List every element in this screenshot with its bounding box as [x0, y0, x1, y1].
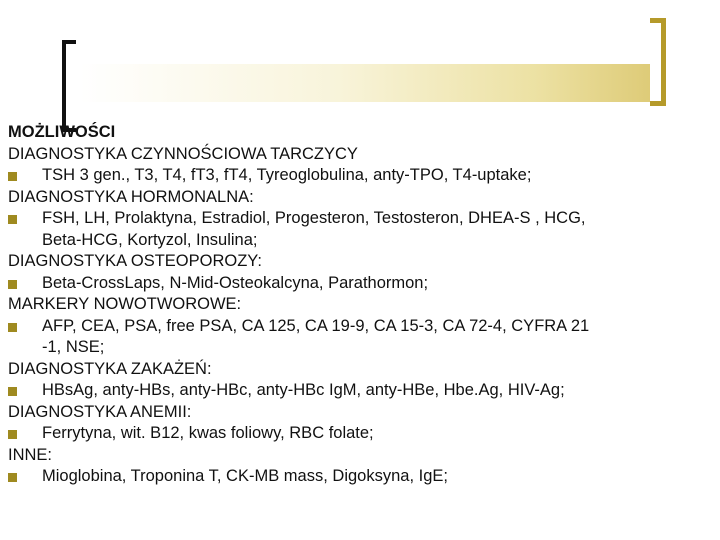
list-item	[8, 316, 716, 338]
list-item-text: Beta-CrossLaps, N-Mid-Osteokalcyna, Parathormon;	[42, 273, 429, 292]
list-item-text: TSH 3 gen., T3, T4, fT3, fT4, Tyreoglobulina, anty-TPO, T4-uptake;	[42, 166, 532, 184]
list-item-text: FSH, LH, Prolaktyna, Estradiol, Progesteron, Testosteron, DHEA-S , HCG,	[42, 209, 586, 227]
right-bracket-decoration	[650, 18, 666, 106]
list-item-continuation: Beta-HCG, Kortyzol, Insulina;	[42, 230, 258, 249]
list-item	[8, 273, 716, 295]
decorative-gradient-bar	[80, 64, 650, 102]
section-heading: DIAGNOSTYKA ANEMII:	[8, 402, 192, 421]
slide-content	[8, 122, 716, 488]
list-item-text: HBsAg, anty-HBs, anty-HBc, anty-HBc IgM, anty-HBe, Hbe.Ag, HIV-Ag;	[42, 381, 565, 399]
list-item	[8, 466, 716, 488]
square-bullet-icon	[8, 387, 17, 396]
section-heading: DIAGNOSTYKA ZAKAŻEŃ:	[8, 359, 212, 378]
section-heading: INNE:	[8, 445, 53, 464]
square-bullet-icon	[8, 280, 17, 289]
list-item	[8, 380, 716, 402]
square-bullet-icon	[8, 323, 17, 332]
section-heading: MARKERY NOWOTWOROWE:	[8, 295, 242, 313]
list-item-continuation: -1, NSE;	[42, 338, 105, 356]
square-bullet-icon	[8, 172, 17, 181]
list-item	[8, 165, 716, 187]
square-bullet-icon	[8, 473, 17, 482]
list-item	[8, 423, 716, 445]
list-item	[8, 208, 716, 230]
section-heading: DIAGNOSTYKA OSTEOPOROZY:	[8, 252, 262, 270]
list-item-text: AFP, CEA, PSA, free PSA, CA 125, CA 19-9, CA 15-3, CA 72-4, CYFRA 21	[42, 316, 590, 335]
slide-title: MOŻLIWOŚCI	[8, 123, 116, 141]
list-item-text: Mioglobina, Troponina T, CK-MB mass, Digoksyna, IgE;	[42, 467, 448, 485]
square-bullet-icon	[8, 430, 17, 439]
square-bullet-icon	[8, 215, 17, 224]
section-heading: DIAGNOSTYKA HORMONALNA:	[8, 187, 254, 206]
section-heading: DIAGNOSTYKA CZYNNOŚCIOWA TARCZYCY	[8, 144, 358, 163]
left-bracket-decoration	[62, 40, 76, 132]
list-item-text: Ferrytyna, wit. B12, kwas foliowy, RBC folate;	[42, 424, 374, 442]
